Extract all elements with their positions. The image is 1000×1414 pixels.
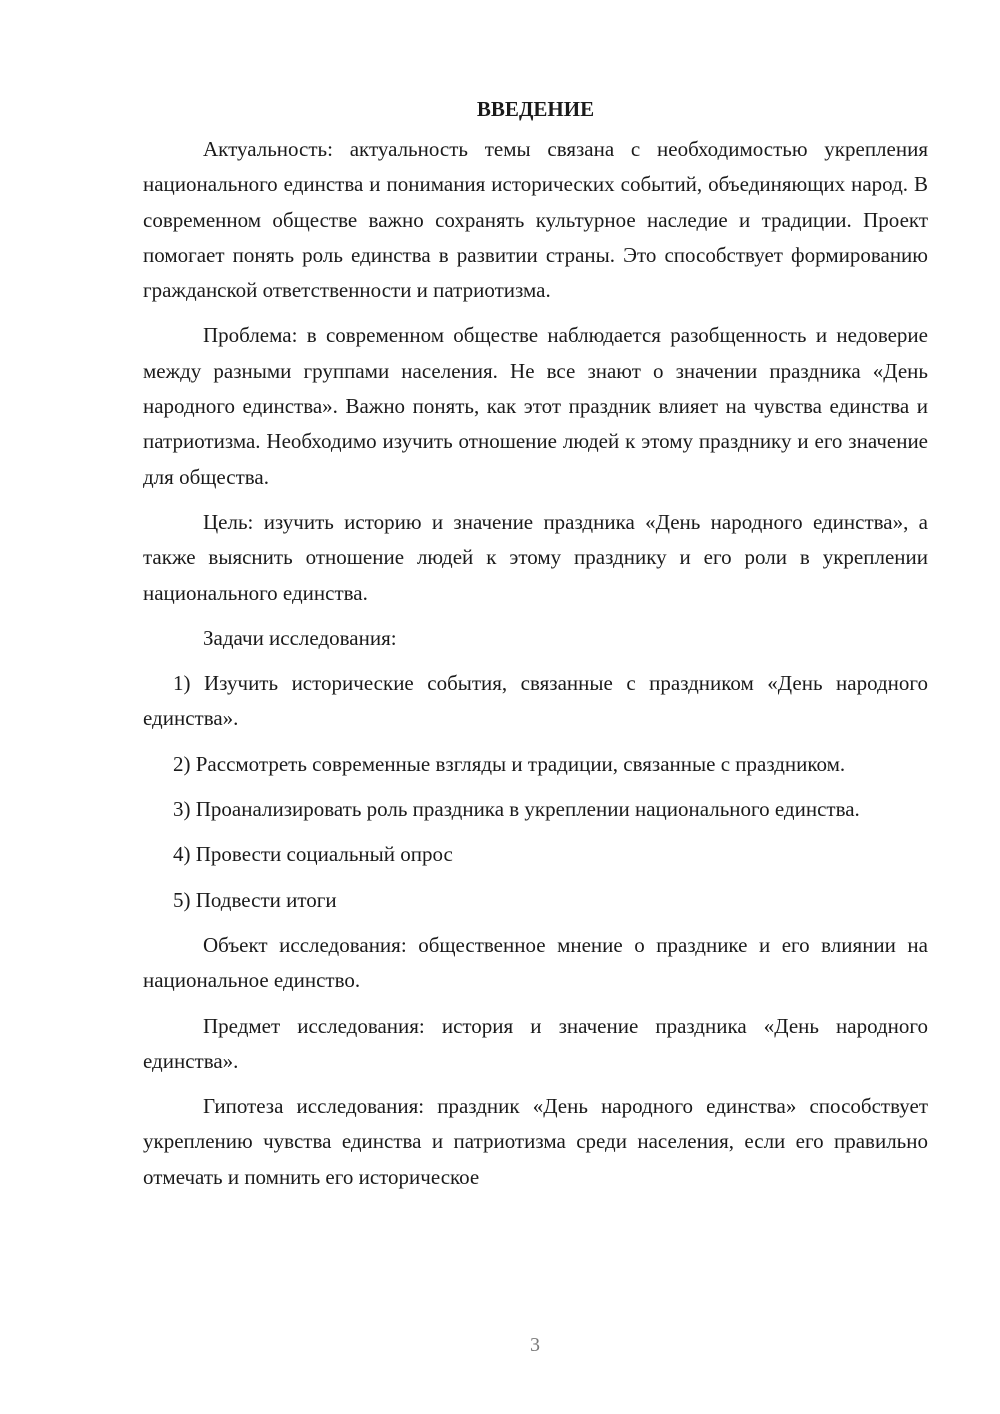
document-page [143, 92, 928, 1205]
task-item-4: 4) Провести социальный опрос [173, 842, 453, 867]
page-number: 3 [530, 1334, 540, 1356]
object-paragraph: Объект исследования: общественное мнение о празднике и его влиянии на национальное единство. [143, 932, 928, 993]
relevance-paragraph: Актуальность: актуальность темы связана с необходимостью укрепления национального единства и понимания исторических событий, объединяющих народ. В современном обществе важно сохранять культурное наследие и традиции. Проект помогает понять роль единства в развитии страны. Это способствует формированию гражданской ответственности и патриотизма. [143, 137, 928, 303]
tasks-heading: Задачи исследования: [203, 625, 397, 650]
subject-paragraph: Предмет исследования: история и значение праздника «День народного единства». [143, 1013, 928, 1073]
page-title: ВВЕДЕНИЕ [476, 97, 595, 121]
task-item-3: 3) Проанализировать роль праздника в укреплении национального единства. [173, 797, 860, 822]
task-item-2: 2) Рассмотреть современные взгляды и традиции, связанные с праздником. [173, 751, 846, 776]
goal-paragraph: Цель: изучить историю и значение праздника «День народного единства», а также выяснить отношение людей к этому празднику и его роли в укреплении национального единства. [143, 509, 928, 605]
task-item-5: 5) Подвести итоги [173, 887, 337, 912]
problem-paragraph: Проблема: в современном обществе наблюдается разобщенность и недоверие между разными группами населения. Не все знают о значении праздника «День народного единства». Важно понять, как этот праздник влияет на чувства единства и патриотизма. Необходимо изучить отношение людей к этому празднику и его значение для общества. [143, 323, 928, 489]
task-item-1: 1) Изучить исторические события, связанные с праздником «День народного единства». [143, 671, 928, 731]
hypothesis-paragraph: Гипотеза исследования: праздник «День народного единства» способствует укреплению чувства единства и патриотизма среди населения, если его правильно отмечать и помнить его историческое [143, 1094, 928, 1189]
